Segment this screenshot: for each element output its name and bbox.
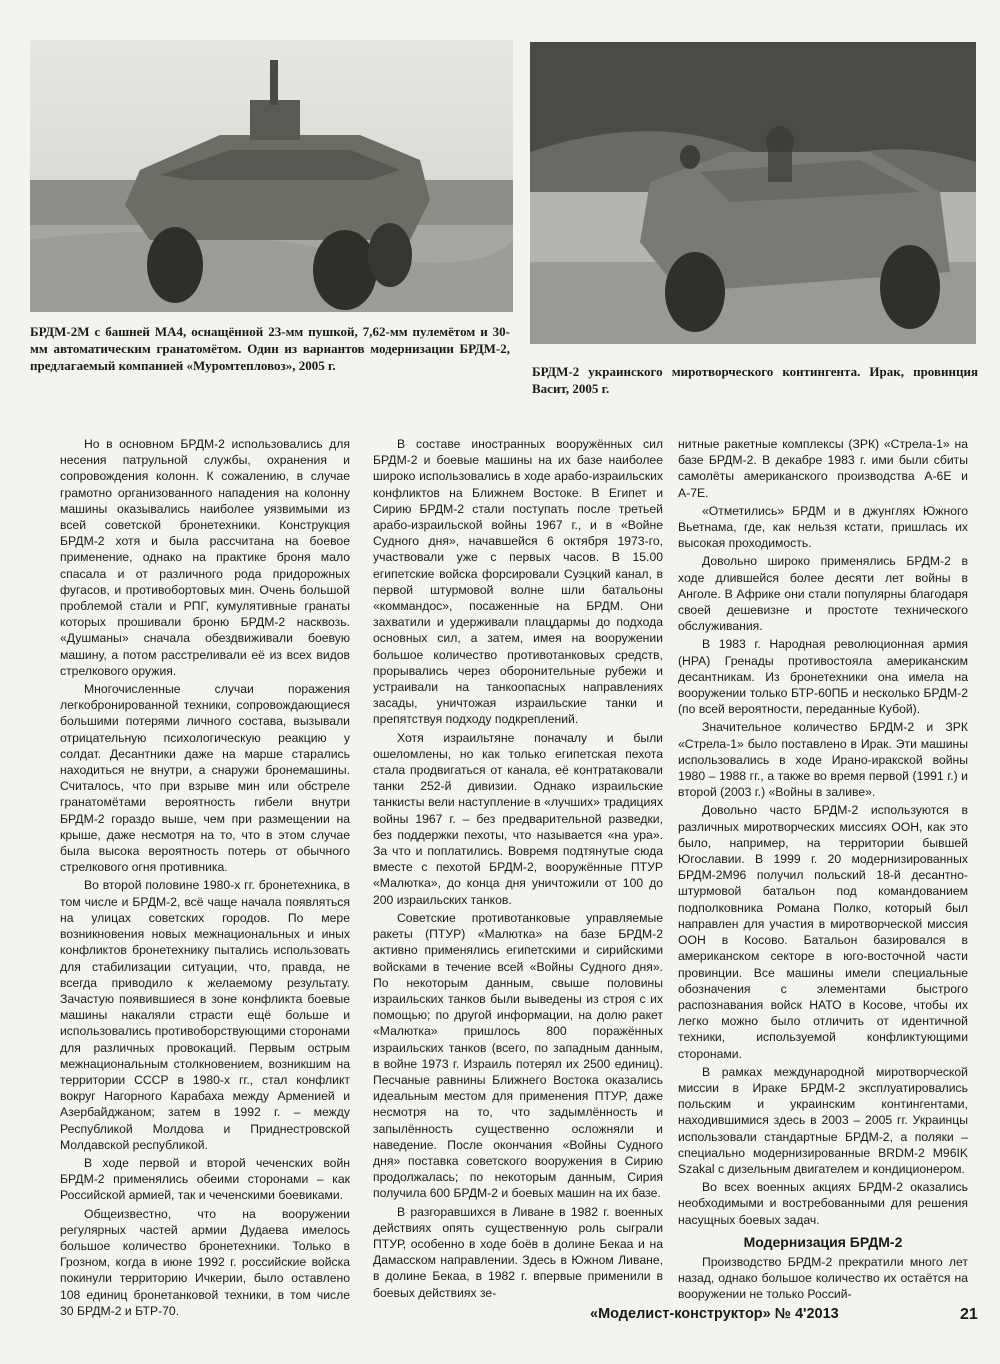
photo-caption-left: БРДМ-2М с башней МА4, оснащённой 23-мм пушкой, 7,62-мм пулемётом и 30-мм автоматическим гранатомётом. Один из вариантов модернизации БРДМ-2, предлагаемый компанией «Муромтепловоз», 2005 г. [30,324,510,373]
photo-brdm-2m-ma4 [30,40,513,312]
paragraph: В рамках международной миротворческой миссии в Ираке БРДМ-2 эксплуатировались польским и украинским контингентами, находившимися здесь в 2003 – 2005 гг. Украинцы использовали стандартные БРДМ-2, а поляки – специально модернизированные BRDM-2 M96IK Szakal с дизельным двигателем и кондиционером. [678,1064,968,1176]
magazine-footer: «Моделист-конструктор» № 4'2013 [590,1306,839,1322]
paragraph: нитные ракетные комплексы (ЗРК) «Стрела-1» на базе БРДМ-2. В декабре 1983 г. ими были сбиты самолёты американского производства А-6Е и А-7Е. [678,437,968,500]
paragraph: В 1983 г. Народная революционная армия (НРА) Гренады противостояла американским десантникам. Из бронетехники она имела на вооружении только БТР-60ПБ и несколько БРДМ-2 (по всей вероятности, переданные Кубой). [678,637,968,717]
text-column-2 [373,436,663,1303]
paragraph: Но в основном БРДМ-2 использовались для несения патрульной службы, охранения и сопровождения колонн. К сожалению, в случае грамотно организованного нападения на колонну машины оказывались наиболее уязвимыми из всей советской бронетехники. Конструкция БРДМ-2 хотя и была рассчитана на боевое применение, однако на практике броня мало спасала и от различного рода придорожных фугасов, и противобортовых мин. Очень большой проблемой стали и РПГ, кумулятивные гранаты которых прошивали броню БРДМ-2 насквозь. «Душманы» сначала обездвиживали боевую машину, а потом расстреливали её из всех видов стрелкового оружия. [60,437,350,678]
page-number: 21 [960,1306,978,1323]
paragraph: Во второй половине 1980-х гг. бронетехника, в том числе и БРДМ-2, всё чаще начала появляться на улицах советских городов. По мере возникновения новых межнациональных и иных конфликтов бронетехнику пытались использовать для стабилизации ситуации, что, правда, не всегда приводило к желаемому результату. Зачастую появившиеся в зоне конфликта боевые машины накаляли страсти ещё больше и использовались противоборствующими сторонами для различных провокаций. Первым острым межнациональным столкновением, возникшим на территории СССР в 1980-х гг., стал конфликт вокруг Нагорного Карабаха между Арменией и Азербайджаном; затем в 1992 г. – между Республикой Молдова и Приднестровской Молдавской республикой. [60,878,350,1152]
text-column-3 [678,436,968,1305]
paragraph: В составе иностранных вооружённых сил БРДМ-2 и боевые машины на их базе наиболее широко использовались в ходе арабо-израильских конфликтов на Ближнем Востоке. В Египет и Сирию БРДМ-2 стали поступать после третьей арабо-израильской войны 1967 г., и в «Войне Судного дня», начавшейся 6 октября 1973-го, участвовали уже с первых часов. В 15.00 египетские войска форсировали Суэцкий канал, в первой штурмовой волне шли батальоны «коммандос», посаженные на БРДМ. Они захватили и удерживали плацдармы до подхода основных сил, а затем, имея на вооружении большое количество противотанковых средств, прорывались через оборонительные рубежи и устраивали на танкоопасных направлениях засады, уничтожая израильские танки и препятствуя подходу подкреплений. [373,437,663,727]
section-heading: Модернизация БРДМ-2 [743,1233,903,1250]
paragraph: Производство БРДМ-2 прекратили много лет назад, однако большое количество их остаётся на вооружении не только Россий- [678,1254,968,1302]
paragraph: Советские противотанковые управляемые ракеты (ПТУР) «Малютка» на базе БРДМ-2 активно применялись египетскими и сирийскими войсками в течение всей «Войны Судного дня». По некоторым данным, свыше половины израильских танков были выведены из строя с их помощью; по другой информации, на долю ракет «Малютка» пришлось 800 поражённых израильских танков (всего, по западным данным, в войне 1973 г. Израиль потерял их 2500 единиц). Песчаные равнины Ближнего Востока оказались идеальным местом для применения ПТУР, даже несмотря на то, что задымлённость и запылённость существенно осложняли и наведение. После окончания «Войны Судного дня» поставка советского вооружения в Сирию продолжалась; по некоторым данным, Сирия получила 600 БРДМ-2 и боевых машин на их базе. [373,910,663,1201]
paragraph: Довольно широко применялись БРДМ-2 в ходе длившейся более десяти лет войны в Анголе. В Африке они стали популярны благодаря своей дешевизне и простоте технического обслуживания. [678,554,968,634]
text-column-1 [60,436,350,1321]
paragraph: В ходе первой и второй чеченских войн БРДМ-2 применялись обеими сторонами – как Российской армией, так и чеченскими боевиками. [60,1155,350,1203]
paragraph: Во всех военных акциях БРДМ-2 оказались необходимыми и востребованными для решения насущных боевых задач. [678,1180,968,1227]
photo-caption-right: БРДМ-2 украинского миротворческого контингента. Ирак, провинция Васит, 2005 г. [532,364,978,396]
paragraph: Многочисленные случаи поражения легкобронированной техники, сопровождающиеся большими потерями личного состава, вызывали отрицательную психологическую реакцию у солдат. Десантники даже на марше старались находиться не внутри, а снаружи бронемашины. Считалось, что при взрыве мин или обстреле гранатомётами вероятность гибели внутри БРДМ-2 гораздо выше, чем при размещении на крыше, даже несмотря на то, что в этом случае была высока вероятность потерь от обычного стрелкового огня противника. [60,682,350,875]
photo-brdm-2-iraq [530,42,976,344]
paragraph: Значительное количество БРДМ-2 и ЗРК «Стрела-1» было поставлено в Ирак. Эти машины использовались в ходе Ирано-иракской войны 1980 – 1988 гг., а также во время первой (1991 г.) и второй (2003 г.) «Войны в заливе». [678,720,968,800]
paragraph: Хотя израильтяне поначалу и были ошеломлены, но как только египетская пехота стала продвигаться от канала, её контратаковали танки 252-й дивизии. Однако израильские танкисты вели наступление в «лучших» традициях войны 1967 г. – без предварительной разведки, без поддержки пехоты, что называется «на ура». За что и поплатились. Вовремя подтянутые сюда вместе с пехотой БРДМ-2, вооружённые ПТУР «Малютка», до конца дня уничтожили от 100 до 200 израильских танков. [373,730,663,907]
paragraph: Довольно часто БРДМ-2 используются в различных миротворческих миссиях ООН, как это было, например, на территории бывшей Югославии. В 1999 г. 20 модернизированных БРДМ-2М96 получил польский 18-й десантно-штурмовой батальон под командованием подполковника Романа Полко, который был направлен для участия в миротворческой миссия ООН в Косово. Батальон базировался в американском секторе в юго-восточной части провинции. Все машины имели специальные обозначения с элементами быстрого распознавания войск НАТО в Косове, чтобы их легко можно было отличить от идентичной техники, используемой конфликтующими сторонами. [678,803,968,1061]
paragraph: Общеизвестно, что на вооружении регулярных частей армии Дудаева имелось большое количество бронетехники. Только в Грозном, когда в июне 1992 г. российские войска покинули территорию Ичкерии, было оставлено 108 единиц бронетанковой техники, в том числе 30 БРДМ-2 и БТР-70. [60,1206,350,1318]
paragraph: В разгоравшихся в Ливане в 1982 г. военных действиях опять существенную роль сыграли ПТУР, особенно в ходе боёв в долине Бекаа и на Дамасском направлении. Здесь в Южном Ливане, в долине Бекаа, в 1982 г. впервые применили в боевых действиях зе- [373,1204,663,1300]
paragraph: «Отметились» БРДМ и в джунглях Южного Вьетнама, где, как нельзя кстати, пришлась их высокая проходимость. [678,503,968,551]
